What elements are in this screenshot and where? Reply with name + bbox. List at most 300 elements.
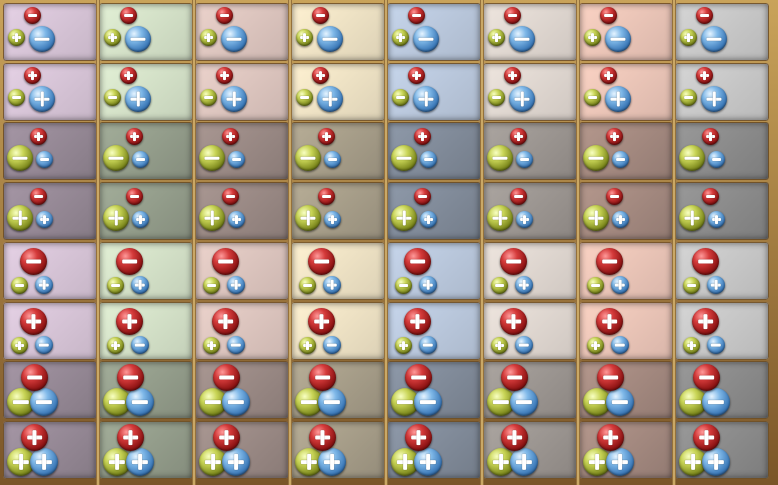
board-tile[interactable] xyxy=(3,3,97,61)
board-tile[interactable] xyxy=(483,3,577,61)
blue-plus-orb-icon xyxy=(222,448,250,476)
plus-icon xyxy=(492,210,507,225)
minus-icon xyxy=(706,31,721,46)
red-minus-orb-icon xyxy=(510,188,527,205)
board-tile[interactable] xyxy=(195,122,289,180)
plus-icon xyxy=(492,33,502,43)
blue-plus-orb-icon xyxy=(612,211,629,228)
red-minus-orb-icon xyxy=(117,364,144,391)
yellow-plus-orb-icon xyxy=(299,337,316,354)
yellow-minus-orb-icon xyxy=(107,277,124,294)
plus-icon xyxy=(34,132,44,142)
plus-icon xyxy=(300,210,315,225)
minus-icon xyxy=(397,394,413,410)
yellow-minus-orb-icon xyxy=(11,277,28,294)
board-tile[interactable] xyxy=(3,122,97,180)
yellow-minus-orb-icon xyxy=(7,145,33,171)
minus-icon xyxy=(418,31,433,46)
yellow-plus-orb-icon xyxy=(8,29,25,46)
plus-icon xyxy=(418,91,433,106)
board-tile[interactable] xyxy=(675,242,769,300)
plus-icon xyxy=(28,71,38,81)
minus-icon xyxy=(700,11,710,21)
blue-minus-orb-icon xyxy=(324,151,341,168)
board-tile[interactable] xyxy=(291,122,385,180)
board-tile[interactable] xyxy=(387,63,481,121)
board-tile[interactable] xyxy=(387,3,481,61)
plus-icon xyxy=(616,215,626,225)
blue-plus-orb-icon xyxy=(606,448,634,476)
board-tile[interactable] xyxy=(99,361,193,419)
board-tile[interactable] xyxy=(483,63,577,121)
minus-icon xyxy=(219,370,235,386)
minus-icon xyxy=(130,31,145,46)
blue-minus-orb-icon xyxy=(132,151,149,168)
plus-icon xyxy=(708,454,724,470)
board-tile[interactable] xyxy=(387,122,481,180)
minus-icon xyxy=(108,150,123,165)
red-plus-orb-icon xyxy=(20,308,47,335)
red-minus-orb-icon xyxy=(24,7,41,24)
blue-minus-orb-icon xyxy=(414,388,442,416)
plus-icon xyxy=(15,341,25,351)
yellow-minus-orb-icon xyxy=(680,89,697,106)
red-plus-orb-icon xyxy=(309,424,336,451)
plus-icon xyxy=(396,33,406,43)
board-tile[interactable] xyxy=(483,242,577,300)
blue-minus-orb-icon xyxy=(30,388,58,416)
yellow-plus-orb-icon xyxy=(296,29,313,46)
red-minus-orb-icon xyxy=(692,248,719,275)
plus-icon xyxy=(700,71,710,81)
plus-icon xyxy=(111,341,121,351)
minus-icon xyxy=(604,11,614,21)
red-minus-orb-icon xyxy=(126,188,143,205)
red-plus-orb-icon xyxy=(308,308,335,335)
plus-icon xyxy=(424,215,434,225)
minus-icon xyxy=(615,340,625,350)
red-minus-orb-icon xyxy=(404,248,431,275)
yellow-minus-orb-icon xyxy=(203,277,220,294)
plus-icon xyxy=(40,215,50,225)
blue-plus-orb-icon xyxy=(35,276,53,294)
plus-icon xyxy=(508,71,518,81)
blue-minus-orb-icon xyxy=(323,336,341,354)
blue-plus-orb-icon xyxy=(30,448,58,476)
board-tile[interactable] xyxy=(291,242,385,300)
board-tile[interactable] xyxy=(99,302,193,360)
red-plus-orb-icon xyxy=(21,424,48,451)
board-tile[interactable] xyxy=(387,361,481,419)
minus-icon xyxy=(39,340,49,350)
blue-minus-orb-icon xyxy=(35,336,53,354)
plus-icon xyxy=(602,314,618,330)
red-minus-orb-icon xyxy=(606,188,623,205)
plus-icon xyxy=(108,33,118,43)
red-plus-orb-icon xyxy=(404,308,431,335)
red-minus-orb-icon xyxy=(596,248,623,275)
plus-icon xyxy=(300,33,310,43)
board-tile[interactable] xyxy=(579,302,673,360)
board-tile[interactable] xyxy=(195,63,289,121)
red-plus-orb-icon xyxy=(222,128,239,145)
plus-icon xyxy=(322,91,337,106)
red-plus-orb-icon xyxy=(405,424,432,451)
board-tile[interactable] xyxy=(291,182,385,240)
board-tile[interactable] xyxy=(675,421,769,479)
minus-icon xyxy=(300,93,310,103)
minus-icon xyxy=(423,340,433,350)
yellow-plus-orb-icon xyxy=(103,205,129,231)
blue-plus-orb-icon xyxy=(228,211,245,228)
board-tile[interactable] xyxy=(195,361,289,419)
yellow-minus-orb-icon xyxy=(391,145,417,171)
plus-icon xyxy=(615,280,625,290)
plus-icon xyxy=(232,215,242,225)
minus-icon xyxy=(124,11,134,21)
plus-icon xyxy=(604,71,614,81)
minus-icon xyxy=(411,370,427,386)
plus-icon xyxy=(412,71,422,81)
board-tile[interactable] xyxy=(3,361,97,419)
yellow-minus-orb-icon xyxy=(584,89,601,106)
plus-icon xyxy=(135,280,145,290)
plus-icon xyxy=(610,132,620,142)
minus-icon xyxy=(207,281,217,291)
blue-plus-orb-icon xyxy=(611,276,629,294)
plus-icon xyxy=(591,341,601,351)
minus-icon xyxy=(684,150,699,165)
plus-icon xyxy=(27,430,43,446)
blue-plus-orb-icon xyxy=(29,86,55,112)
red-plus-orb-icon xyxy=(213,424,240,451)
yellow-plus-orb-icon xyxy=(200,29,217,46)
blue-minus-orb-icon xyxy=(611,336,629,354)
board-tile[interactable] xyxy=(291,361,385,419)
plus-icon xyxy=(124,71,134,81)
plus-icon xyxy=(130,91,145,106)
minus-icon xyxy=(396,150,411,165)
plus-icon xyxy=(205,454,221,470)
board-tile[interactable] xyxy=(195,3,289,61)
red-plus-orb-icon xyxy=(414,128,431,145)
plus-icon xyxy=(711,280,721,290)
blue-minus-orb-icon xyxy=(131,336,149,354)
board-tile[interactable] xyxy=(675,122,769,180)
blue-minus-orb-icon xyxy=(126,388,154,416)
board-tile[interactable] xyxy=(99,122,193,180)
yellow-minus-orb-icon xyxy=(8,89,25,106)
plus-icon xyxy=(314,314,330,330)
plus-icon xyxy=(226,91,241,106)
yellow-minus-orb-icon xyxy=(683,277,700,294)
board-tile[interactable] xyxy=(99,63,193,121)
board-tile[interactable] xyxy=(387,182,481,240)
board-tile[interactable] xyxy=(99,421,193,479)
plus-icon xyxy=(685,454,701,470)
minus-icon xyxy=(231,340,241,350)
board-tile[interactable] xyxy=(675,63,769,121)
board-divider xyxy=(288,0,292,485)
blue-minus-orb-icon xyxy=(612,151,629,168)
board-tile[interactable] xyxy=(579,182,673,240)
blue-plus-orb-icon xyxy=(515,276,533,294)
minus-icon xyxy=(492,150,507,165)
blue-plus-orb-icon xyxy=(413,86,439,112)
blue-minus-orb-icon xyxy=(702,388,730,416)
red-minus-orb-icon xyxy=(318,188,335,205)
minus-icon xyxy=(109,394,125,410)
minus-icon xyxy=(699,370,715,386)
red-minus-orb-icon xyxy=(30,188,47,205)
minus-icon xyxy=(698,254,714,270)
blue-minus-orb-icon xyxy=(509,26,535,52)
minus-icon xyxy=(711,340,721,350)
board-tile[interactable] xyxy=(675,361,769,419)
board-tile[interactable] xyxy=(291,63,385,121)
yellow-minus-orb-icon xyxy=(103,145,129,171)
minus-icon xyxy=(132,394,148,410)
minus-icon xyxy=(399,281,409,291)
plus-icon xyxy=(420,454,436,470)
board-tile[interactable] xyxy=(291,421,385,479)
board-divider xyxy=(576,0,580,485)
plus-icon xyxy=(684,210,699,225)
board-tile[interactable] xyxy=(579,242,673,300)
yellow-plus-orb-icon xyxy=(680,29,697,46)
board-tile[interactable] xyxy=(675,3,769,61)
plus-icon xyxy=(207,341,217,351)
red-plus-orb-icon xyxy=(606,128,623,145)
red-minus-orb-icon xyxy=(597,364,624,391)
minus-icon xyxy=(514,31,529,46)
blue-minus-orb-icon xyxy=(317,26,343,52)
blue-minus-orb-icon xyxy=(510,388,538,416)
board-divider xyxy=(672,0,676,485)
minus-icon xyxy=(34,31,49,46)
minus-icon xyxy=(28,11,38,21)
blue-minus-orb-icon xyxy=(515,336,533,354)
board-tile[interactable] xyxy=(579,421,673,479)
minus-icon xyxy=(612,394,628,410)
plus-icon xyxy=(219,430,235,446)
minus-icon xyxy=(420,394,436,410)
yellow-minus-orb-icon xyxy=(296,89,313,106)
yellow-plus-orb-icon xyxy=(488,29,505,46)
red-minus-orb-icon xyxy=(116,248,143,275)
plus-icon xyxy=(204,210,219,225)
red-plus-orb-icon xyxy=(120,67,137,84)
board-tile[interactable] xyxy=(3,63,97,121)
minus-icon xyxy=(589,394,605,410)
plus-icon xyxy=(226,132,236,142)
red-plus-orb-icon xyxy=(24,67,41,84)
board-tile[interactable] xyxy=(483,421,577,479)
board-tile[interactable] xyxy=(195,302,289,360)
blue-plus-orb-icon xyxy=(323,276,341,294)
red-minus-orb-icon xyxy=(308,248,335,275)
blue-plus-orb-icon xyxy=(131,276,149,294)
red-plus-orb-icon xyxy=(216,67,233,84)
board-tile[interactable] xyxy=(99,242,193,300)
board-tile[interactable] xyxy=(483,302,577,360)
minus-icon xyxy=(588,93,598,103)
minus-icon xyxy=(316,11,326,21)
minus-icon xyxy=(314,254,330,270)
yellow-plus-orb-icon xyxy=(491,337,508,354)
minus-icon xyxy=(12,93,22,103)
minus-icon xyxy=(412,11,422,21)
yellow-minus-orb-icon xyxy=(392,89,409,106)
board-tile[interactable] xyxy=(3,421,97,479)
board-tile[interactable] xyxy=(579,3,673,61)
board-divider xyxy=(192,0,196,485)
minus-icon xyxy=(508,11,518,21)
minus-icon xyxy=(228,394,244,410)
board-tile[interactable] xyxy=(579,361,673,419)
board-tile[interactable] xyxy=(195,182,289,240)
minus-icon xyxy=(36,394,52,410)
blue-minus-orb-icon xyxy=(420,151,437,168)
minus-icon xyxy=(204,93,214,103)
yellow-plus-orb-icon xyxy=(104,29,121,46)
minus-icon xyxy=(712,155,722,165)
minus-icon xyxy=(232,155,242,165)
plus-icon xyxy=(519,280,529,290)
blue-plus-orb-icon xyxy=(125,86,151,112)
plus-icon xyxy=(231,280,241,290)
red-minus-orb-icon xyxy=(21,364,48,391)
minus-icon xyxy=(588,150,603,165)
blue-plus-orb-icon xyxy=(707,276,725,294)
plus-icon xyxy=(589,454,605,470)
minus-icon xyxy=(136,155,146,165)
board-tile[interactable] xyxy=(99,182,193,240)
yellow-minus-orb-icon xyxy=(491,277,508,294)
minus-icon xyxy=(301,394,317,410)
board-tile[interactable] xyxy=(675,302,769,360)
board-tile[interactable] xyxy=(3,182,97,240)
board-tile[interactable] xyxy=(483,361,577,419)
red-minus-orb-icon xyxy=(600,7,617,24)
minus-icon xyxy=(418,192,428,202)
red-plus-orb-icon xyxy=(504,67,521,84)
minus-icon xyxy=(34,192,44,202)
board-tile[interactable] xyxy=(387,242,481,300)
minus-icon xyxy=(220,11,230,21)
blue-minus-orb-icon xyxy=(708,151,725,168)
minus-icon xyxy=(591,281,601,291)
red-minus-orb-icon xyxy=(312,7,329,24)
board-tile[interactable] xyxy=(291,3,385,61)
plus-icon xyxy=(26,314,42,330)
minus-icon xyxy=(706,192,716,202)
minus-icon xyxy=(493,394,509,410)
board-tile[interactable] xyxy=(579,63,673,121)
plus-icon xyxy=(228,454,244,470)
plus-icon xyxy=(218,314,234,330)
plus-icon xyxy=(122,314,138,330)
blue-minus-orb-icon xyxy=(707,336,725,354)
board-tile[interactable] xyxy=(387,421,481,479)
red-plus-orb-icon xyxy=(318,128,335,145)
board-tile[interactable] xyxy=(483,182,577,240)
blue-minus-orb-icon xyxy=(419,336,437,354)
blue-plus-orb-icon xyxy=(227,276,245,294)
plus-icon xyxy=(520,215,530,225)
blue-minus-orb-icon xyxy=(605,26,631,52)
yellow-plus-orb-icon xyxy=(392,29,409,46)
board-tile[interactable] xyxy=(99,3,193,61)
minus-icon xyxy=(324,394,340,410)
plus-icon xyxy=(706,91,721,106)
minus-icon xyxy=(495,281,505,291)
board-tile[interactable] xyxy=(195,242,289,300)
board-tile[interactable] xyxy=(483,122,577,180)
blue-plus-orb-icon xyxy=(516,211,533,228)
minus-icon xyxy=(135,340,145,350)
plus-icon xyxy=(612,454,628,470)
red-plus-orb-icon xyxy=(597,424,624,451)
red-plus-orb-icon xyxy=(600,67,617,84)
red-plus-orb-icon xyxy=(696,67,713,84)
red-minus-orb-icon xyxy=(501,364,528,391)
board-divider xyxy=(480,0,484,485)
blue-minus-orb-icon xyxy=(221,26,247,52)
blue-plus-orb-icon xyxy=(701,86,727,112)
plus-icon xyxy=(303,341,313,351)
red-plus-orb-icon xyxy=(500,308,527,335)
blue-minus-orb-icon xyxy=(228,151,245,168)
yellow-plus-orb-icon xyxy=(7,205,33,231)
plus-icon xyxy=(12,210,27,225)
board-tile[interactable] xyxy=(3,302,97,360)
red-plus-orb-icon xyxy=(212,308,239,335)
minus-icon xyxy=(327,340,337,350)
minus-icon xyxy=(616,155,626,165)
blue-plus-orb-icon xyxy=(605,86,631,112)
blue-plus-orb-icon xyxy=(318,448,346,476)
minus-icon xyxy=(424,155,434,165)
blue-minus-orb-icon xyxy=(222,388,250,416)
minus-icon xyxy=(684,93,694,103)
minus-icon xyxy=(15,281,25,291)
board-tile[interactable] xyxy=(3,242,97,300)
red-minus-orb-icon xyxy=(212,248,239,275)
board-tile[interactable] xyxy=(675,182,769,240)
board-tile[interactable] xyxy=(579,122,673,180)
blue-minus-orb-icon xyxy=(29,26,55,52)
minus-icon xyxy=(226,31,241,46)
minus-icon xyxy=(204,150,219,165)
plus-icon xyxy=(132,454,148,470)
blue-minus-orb-icon xyxy=(413,26,439,52)
blue-plus-orb-icon xyxy=(708,211,725,228)
red-plus-orb-icon xyxy=(501,424,528,451)
plus-icon xyxy=(108,210,123,225)
yellow-plus-orb-icon xyxy=(583,205,609,231)
minus-icon xyxy=(315,370,331,386)
minus-icon xyxy=(610,192,620,202)
red-minus-orb-icon xyxy=(309,364,336,391)
blue-minus-orb-icon xyxy=(516,151,533,168)
board-tile[interactable] xyxy=(291,302,385,360)
board-tile[interactable] xyxy=(387,302,481,360)
plus-icon xyxy=(706,132,716,142)
plus-icon xyxy=(39,280,49,290)
board-tile[interactable] xyxy=(195,421,289,479)
minus-icon xyxy=(26,254,42,270)
